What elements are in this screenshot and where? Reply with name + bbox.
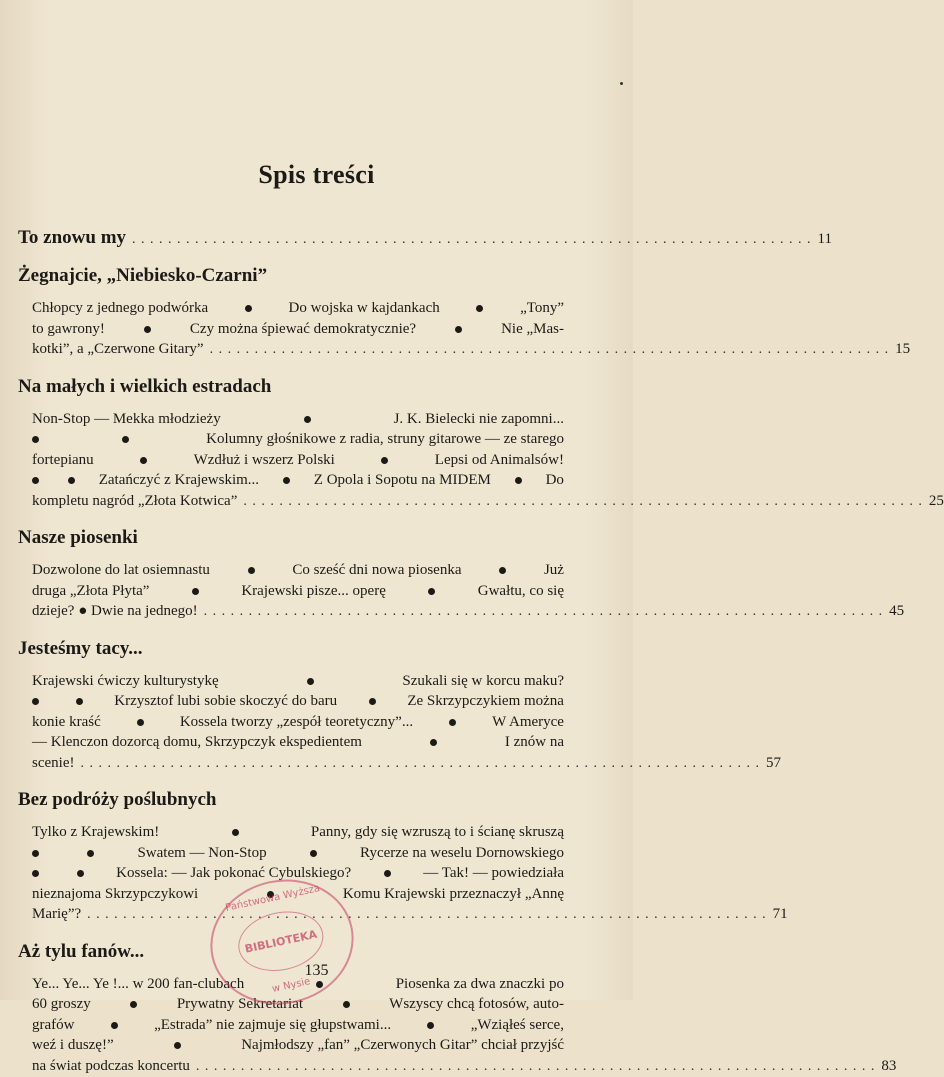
bullet-icon (455, 326, 462, 333)
paper-speck (620, 82, 623, 85)
bullet-icon (192, 588, 199, 595)
description-line (32, 450, 564, 471)
description-line (32, 863, 564, 884)
section-heading[interactable]: Nasze piosenki (18, 526, 564, 550)
bullet-icon (428, 588, 435, 595)
description-line (32, 843, 564, 864)
bullet-icon (245, 305, 252, 312)
topic-text: Tylko z Krajewskim! (32, 822, 159, 843)
topic-text: fortepianu (32, 450, 94, 471)
topic-text: Chłopcy z jednego podwórka (32, 298, 208, 319)
section-heading: To znowu my (18, 226, 126, 250)
description-line (32, 691, 564, 712)
stamp-bottom-text: w Nysie (222, 966, 361, 1006)
dot-leader: . . . . . . . . . . . . . . . . . . . . . . . . . . . . . . . . . . . . . . . . . . . . . . . . . . . . . . . . . . . . . . . . . . . . . . . . . . . . (80, 754, 760, 775)
topic-text: Prywatny Sekretariat (177, 994, 303, 1015)
topic-text: Ye... Ye... Ye !... w 200 fan-clubach (32, 974, 244, 995)
bullet-icon (111, 1022, 118, 1029)
dot-leader: . . . . . . . . . . . . . . . . . . . . . . . . . . . . . . . . . . . . . . . . . . . . . . . . . . . . . . . . . . . . . . . . . . . . . . . . . . . . (132, 228, 812, 252)
topic-text: „Estrada” nie zajmuje się głupstwami... (154, 1015, 391, 1036)
bullet-icon (32, 870, 39, 877)
topic-text: I znów na (505, 732, 564, 753)
description-line (32, 581, 564, 602)
topic-text: konie kraść (32, 712, 101, 733)
toc-entry[interactable] (32, 491, 564, 513)
toc-entry[interactable] (32, 601, 564, 623)
section-page-number: 25 (929, 491, 944, 512)
topic-text: Krzysztof lubi sobie skoczyć do baru (114, 691, 337, 712)
topic-text: kotki”, a „Czerwone Gitary” (32, 339, 204, 360)
bullet-icon (476, 305, 483, 312)
topic-text: Wzdłuż i wszerz Polski (194, 450, 335, 471)
topic-text: druga „Złota Płyta” (32, 581, 149, 602)
topic-text: Zatańczyć z Krajewskim... (99, 470, 259, 491)
bullet-icon (87, 850, 94, 857)
topic-text: Non-Stop — Mekka młodzieży (32, 409, 221, 430)
description-line (32, 298, 564, 319)
toc-section (18, 226, 564, 252)
stamp-top-text: Państwowa Wyższa (203, 879, 342, 919)
toc-entry[interactable] (32, 1056, 564, 1077)
topic-text: nieznajoma Skrzypczykowi (32, 884, 198, 905)
bullet-icon (174, 1042, 181, 1049)
bullet-icon (316, 981, 323, 988)
section-gap (18, 623, 564, 637)
description-line (32, 712, 564, 733)
bullet-icon (449, 719, 456, 726)
bullet-icon (68, 477, 75, 484)
bullet-icon (427, 1022, 434, 1029)
bullet-icon (140, 457, 147, 464)
topic-text: W Ameryce (492, 712, 564, 733)
topic-text: Czy można śpiewać demokratycznie? (190, 319, 416, 340)
topic-text: — Tak! — powiedziała (423, 863, 564, 884)
table-of-contents (18, 226, 564, 1077)
topic-text: Komu Krajewski przeznaczył „Annę (343, 884, 564, 905)
topic-text: Rycerze na weselu Dornowskiego (360, 843, 564, 864)
description-line (32, 560, 564, 581)
topic-text: Kossela: — Jak pokonać Cybulskiego? (116, 863, 351, 884)
section-page-number: 57 (766, 753, 781, 774)
topic-text: Kossela tworzy „zespół teoretyczny”... (180, 712, 413, 733)
section-description (32, 409, 564, 513)
page-title: Spis treści (0, 160, 633, 190)
description-line (32, 822, 564, 843)
section-heading[interactable]: Jesteśmy tacy... (18, 637, 564, 661)
topic-text: Najmłodszy „fan” „Czerwonych Gitar” chciał przyjść (241, 1035, 564, 1056)
topic-text: grafów (32, 1015, 74, 1036)
description-line (32, 470, 564, 491)
bullet-icon (384, 870, 391, 877)
topic-text: Swatem — Non-Stop (137, 843, 266, 864)
section-page-number: 11 (818, 227, 832, 251)
toc-entry[interactable] (32, 339, 564, 361)
bullet-icon (310, 850, 317, 857)
section-description (32, 822, 564, 926)
toc-section (18, 637, 564, 775)
topic-text: Nie „Mas- (501, 319, 564, 340)
section-heading[interactable]: Aż tylu fanów... (18, 940, 564, 964)
description-line (32, 1035, 564, 1056)
topic-text: to gawrony! (32, 319, 105, 340)
dot-leader: . . . . . . . . . . . . . . . . . . . . . . . . . . . . . . . . . . . . . . . . . . . . . . . . . . . . . . . . . . . . . . . . . . . . . . . . . . . . (87, 905, 767, 926)
description-line (32, 732, 564, 753)
topic-text: Do wojska w kajdankach (289, 298, 440, 319)
dot-leader: . . . . . . . . . . . . . . . . . . . . . . . . . . . . . . . . . . . . . . . . . . . . . . . . . . . . . . . . . . . . . . . . . . . . . . . . . . . . (196, 1057, 876, 1077)
toc-section (18, 788, 564, 926)
topic-text: Szukali się w korcu maku? (402, 671, 564, 692)
topic-text: weź i duszę!” (32, 1035, 114, 1056)
topic-text: Dozwolone do lat osiemnastu (32, 560, 210, 581)
toc-entry[interactable] (32, 753, 564, 775)
section-gap (18, 361, 564, 375)
section-heading[interactable]: Żegnajcie, „Niebiesko-Czarni” (18, 264, 564, 288)
section-heading[interactable]: Na małych i wielkich estradach (18, 375, 564, 399)
topic-text: Z Opola i Sopotu na MIDEM (314, 470, 491, 491)
topic-text: Gwałtu, co się (478, 581, 564, 602)
topic-text: kompletu nagród „Złota Kotwica” (32, 491, 237, 512)
section-page-number: 71 (773, 904, 788, 925)
bullet-icon (232, 829, 239, 836)
section-heading[interactable]: Bez podróży poślubnych (18, 788, 564, 812)
description-line (32, 429, 564, 450)
section-description (32, 671, 564, 775)
topic-text: scenie! (32, 753, 74, 774)
topic-text: Marię”? (32, 904, 81, 925)
section-gap (18, 926, 564, 940)
section-gap (18, 252, 564, 264)
topic-text: Krajewski pisze... operę (241, 581, 386, 602)
section-description (32, 298, 564, 361)
bullet-icon (137, 719, 144, 726)
topic-text: J. K. Bielecki nie zapomni... (394, 409, 564, 430)
bullet-icon (499, 567, 506, 574)
bullet-icon (32, 850, 39, 857)
section-gap (18, 512, 564, 526)
bullet-icon (343, 1001, 350, 1008)
topic-text: Co sześć dni nowa piosenka (292, 560, 461, 581)
topic-text: Już (544, 560, 564, 581)
section-page-number: 83 (881, 1056, 896, 1077)
bullet-icon (130, 1001, 137, 1008)
topic-text: dzieje? ● Dwie na jednego! (32, 601, 198, 622)
description-line (32, 671, 564, 692)
section-gap (18, 774, 564, 788)
topic-text: Krajewski ćwiczy kulturystykę (32, 671, 219, 692)
toc-entry[interactable] (18, 226, 564, 252)
bullet-icon (304, 416, 311, 423)
toc-entry[interactable] (32, 904, 564, 926)
toc-section (18, 526, 564, 623)
topic-text: Do (546, 470, 564, 491)
bullet-icon (122, 436, 129, 443)
bullet-icon (267, 891, 274, 898)
bullet-icon (430, 739, 437, 746)
bullet-icon (515, 477, 522, 484)
toc-section (18, 375, 564, 513)
section-description (32, 974, 564, 1077)
description-line (32, 409, 564, 430)
dot-leader: . . . . . . . . . . . . . . . . . . . . . . . . . . . . . . . . . . . . . . . . . . . . . . . . . . . . . . . . . . . . . . . . . . . . . . . . . . . . (210, 340, 890, 361)
topic-text: Wszyscy chcą fotosów, auto- (389, 994, 564, 1015)
section-page-number: 45 (889, 601, 904, 622)
stamp-center-text: BIBLIOTEKA (233, 904, 329, 979)
bullet-icon (32, 698, 39, 705)
bullet-icon (369, 698, 376, 705)
topic-text: 60 groszy (32, 994, 91, 1015)
bullet-icon (307, 678, 314, 685)
description-line (32, 884, 564, 905)
topic-text: — Klenczon dozorcą domu, Skrzypczyk ekspedientem (32, 732, 362, 753)
toc-section (18, 264, 564, 361)
page-number: 135 (0, 962, 633, 980)
topic-text: Ze Skrzypczykiem można (407, 691, 564, 712)
topic-text: Kolumny głośnikowe z radia, struny gitarowe — ze starego (206, 429, 564, 450)
bullet-icon (381, 457, 388, 464)
dot-leader: . . . . . . . . . . . . . . . . . . . . . . . . . . . . . . . . . . . . . . . . . . . . . . . . . . . . . . . . . . . . . . . . . . . . . . . . . . . . (204, 602, 884, 623)
section-page-number: 15 (895, 339, 910, 360)
bullet-icon (32, 436, 39, 443)
bullet-icon (77, 870, 84, 877)
bullet-icon (283, 477, 290, 484)
topic-text: „Tony” (520, 298, 564, 319)
topic-text: na świat podczas koncertu (32, 1056, 190, 1077)
description-line (32, 1015, 564, 1036)
bullet-icon (248, 567, 255, 574)
description-line (32, 994, 564, 1015)
bullet-icon (32, 477, 39, 484)
topic-text: Piosenka za dwa znaczki po (396, 974, 564, 995)
description-line (32, 319, 564, 340)
toc-section (18, 940, 564, 1077)
section-description (32, 560, 564, 623)
dot-leader: . . . . . . . . . . . . . . . . . . . . . . . . . . . . . . . . . . . . . . . . . . . . . . . . . . . . . . . . . . . . . . . . . . . . . . . . . . . . (243, 492, 923, 513)
topic-text: Lepsi od Animalsów! (435, 450, 564, 471)
bullet-icon (144, 326, 151, 333)
topic-text: Panny, gdy się wzruszą to i ścianę skruszą (311, 822, 564, 843)
bullet-icon (76, 698, 83, 705)
topic-text: „Wziąłeś serce, (471, 1015, 564, 1036)
